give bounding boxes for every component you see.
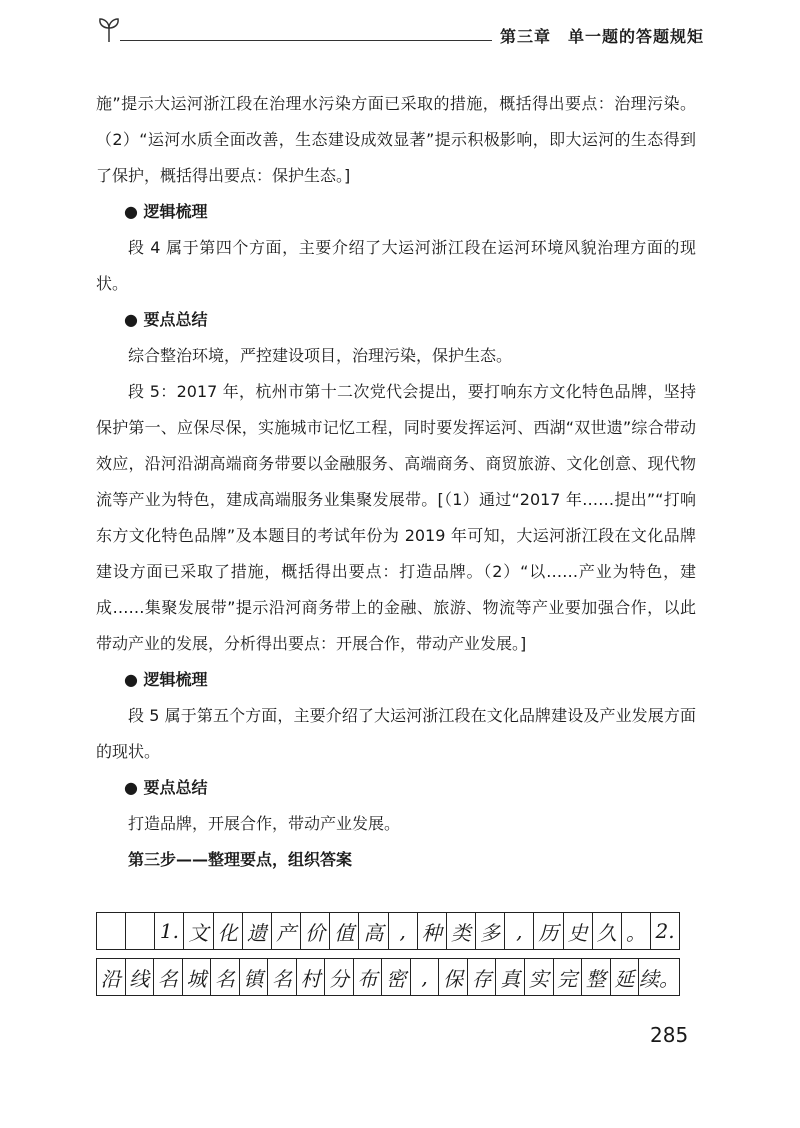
grid-cell: , [504,913,533,949]
grid-cell: 价 [300,913,329,949]
step-heading: 第三步——整理要点，组织答案 [128,850,353,869]
answer-grid-row-1 [96,912,680,950]
grid-cell: 续。 [638,959,680,995]
grid-cell: 布 [353,959,382,995]
grid-cell: 线 [125,959,154,995]
section-label: ● 要点总结 [124,778,208,797]
grid-cell: 沿 [96,959,125,995]
grid-cell: 多 [475,913,504,949]
header-rule [120,40,492,41]
grid-cell: 值 [329,913,358,949]
paragraph: 段 5：2017 年，杭州市第十二次党代会提出，要打响东方文化特色品牌，坚持保护第一、应保尽保，实施城市记忆工程，同时要发挥运河、西湖“双世遗”综合带动效应，沿河沿湖高端商务带要以金融服务、高端商务、商贸旅游、文化创意、现代物流等产业为特色，建成高端服务业集聚发展带。[（1）通过“2017 年……提出”“打响东方文化特色品牌”及本题目的考试年份为 2019 年可知，大运河浙江段在文化品牌建设方面已采取了措施，概括得出要点：打造品牌。（2）“以……产业为特色，建成……集聚发展带”提示沿河商务带上的金融、旅游、物流等产业要加强合作，以此带动产业的发展，分析得出要点：开展合作，带动产业发展。] [96,382,696,653]
grid-cell: 历 [533,913,562,949]
grid-cell: 名 [210,959,239,995]
grid-cell: 村 [296,959,325,995]
paragraph: 施”提示大运河浙江段在治理水污染方面已采取的措施，概括得出要点：治理污染。（2）“运河水质全面改善，生态建设成效显著”提示积极影响，即大运河的生态得到了保护，概括得出要点：保护生态。] [96,94,696,185]
page-number: 285 [650,1023,689,1047]
answer-grid-row-2 [96,958,680,996]
grid-cell: 文 [183,913,212,949]
body-text [96,86,696,878]
section-label: ● 要点总结 [124,310,208,329]
grid-cell: 类 [446,913,475,949]
paragraph: 打造品牌，开展合作，带动产业发展。 [128,814,401,833]
grid-cell [125,913,154,949]
grid-cell: 实 [524,959,553,995]
grid-cell: 遗 [242,913,271,949]
grid-cell: 真 [495,959,524,995]
grid-cell: 保 [438,959,467,995]
section-label: ● 逻辑梳理 [124,202,208,221]
grid-cell: 2. [650,913,680,949]
grid-cell: 存 [467,959,496,995]
grid-cell: 整 [581,959,610,995]
grid-cell: 久 [592,913,621,949]
grid-cell [96,913,125,949]
section-label: ● 逻辑梳理 [124,670,208,689]
grid-cell: 史 [563,913,592,949]
grid-cell: 密 [381,959,410,995]
grid-cell: 。 [621,913,650,949]
grid-cell: 1. [154,913,183,949]
grid-cell: , [388,913,417,949]
grid-cell: 城 [182,959,211,995]
paragraph: 综合整治环境，严控建设项目，治理污染，保护生态。 [128,346,513,365]
grid-cell: 延 [610,959,639,995]
grid-cell: 种 [417,913,446,949]
paragraph: 段 4 属于第四个方面，主要介绍了大运河浙江段在运河环境风貌治理方面的现状。 [96,238,696,293]
page-header [0,0,800,60]
chapter-title: 第三章 单一题的答题规矩 [500,27,705,46]
grid-cell: 名 [267,959,296,995]
grid-cell: 产 [271,913,300,949]
grid-cell: 化 [213,913,242,949]
sprout-icon [96,14,122,44]
paragraph: 段 5 属于第五个方面，主要介绍了大运河浙江段在文化品牌建设及产业发展方面的现状。 [96,706,696,761]
grid-cell: , [410,959,439,995]
grid-cell: 高 [358,913,387,949]
grid-cell: 名 [153,959,182,995]
grid-cell: 分 [324,959,353,995]
grid-cell: 镇 [239,959,268,995]
grid-cell: 完 [553,959,582,995]
